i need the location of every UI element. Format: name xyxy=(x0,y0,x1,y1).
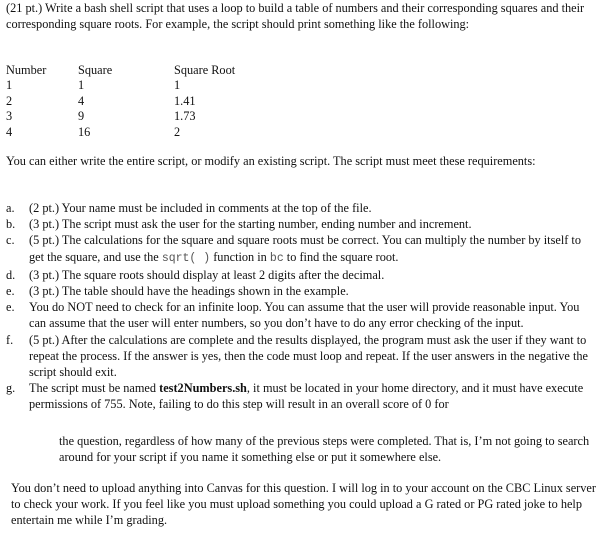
requirement-text: (5 pt.) After the calculations are complete and the results displayed, the program must ask the user if they want to repeat the process. If the answer is yes, then the code must loop and repeat. If the user answers in the negative the script should exit. xyxy=(29,332,588,380)
list-marker: a. xyxy=(6,201,15,215)
cell-number: 4 xyxy=(6,124,13,139)
requirement-text: (3 pt.) The table should have the headings shown in the example. xyxy=(29,284,349,299)
header-square: Square xyxy=(78,63,113,77)
question-intro: (21 pt.) Write a bash shell script that uses a loop to build a table of numbers and their corresponding squares and their corresponding square roots. For example, the script should print something like the following: xyxy=(6,1,585,32)
table-row xyxy=(6,78,264,93)
requirement-b xyxy=(6,216,598,232)
requirements-list xyxy=(6,200,598,413)
cell-number: 1 xyxy=(6,78,13,93)
cell-square: 1 xyxy=(78,78,85,93)
requirement-text: You do NOT need to check for an infinite loop. You can assume that the user will provide reasonable input. You can assume that the user will enter numbers, so you don’t have to do any error checking of the input. xyxy=(29,300,580,331)
requirement-g-continued: the question, regardless of how many of the previous steps were completed. That is, I’m not going to search around for your script if you name it something else or put it somewhere else. xyxy=(59,434,590,465)
requirement-text xyxy=(29,380,598,412)
example-table xyxy=(6,63,264,140)
requirements-intro: You can either write the entire script, or modify an existing script. The script must meet these requirements: xyxy=(6,154,536,168)
list-marker: e. xyxy=(6,284,15,299)
cell-square-root: 1 xyxy=(174,78,181,93)
list-marker: g. xyxy=(6,381,16,396)
requirement-text-part: to find the square root. xyxy=(283,249,399,264)
requirement-c xyxy=(6,232,598,266)
cell-square: 16 xyxy=(78,124,91,139)
requirement-text-part: The script must be named xyxy=(29,381,160,396)
cell-square-root: 1.73 xyxy=(174,109,196,124)
table-row xyxy=(6,94,264,109)
requirement-text-part: (5 pt.) The calculations for the square and square roots must be correct. You can multiply the number by itself to get the square, and use the xyxy=(29,233,581,264)
requirement-e-input xyxy=(6,299,598,331)
table-row xyxy=(6,109,264,124)
list-marker: b. xyxy=(6,217,16,232)
requirement-e-headings xyxy=(6,283,598,299)
list-marker: e. xyxy=(6,300,15,315)
requirement-a xyxy=(6,200,598,216)
cell-number: 3 xyxy=(6,109,13,124)
requirement-text: (3 pt.) The square roots should display at least 2 digits after the decimal. xyxy=(29,267,385,282)
requirement-text: (2 pt.) Your name must be included in comments at the top of the file. xyxy=(29,201,372,215)
requirement-f xyxy=(6,332,598,381)
requirement-text: (3 pt.) The script must ask the user for the starting number, ending number and increment. xyxy=(29,217,472,232)
script-filename: test2Numbers.sh xyxy=(159,381,247,396)
list-marker: f. xyxy=(6,332,14,347)
list-marker: c. xyxy=(6,233,15,248)
list-marker: d. xyxy=(6,267,16,282)
requirement-g xyxy=(6,380,598,412)
header-number: Number xyxy=(6,63,47,77)
table-header-row xyxy=(6,63,264,78)
cell-square: 9 xyxy=(78,109,85,124)
code-sqrt: sqrt( ) xyxy=(161,251,211,265)
header-square-root: Square Root xyxy=(174,63,236,77)
cell-square: 4 xyxy=(78,93,85,108)
requirement-text-part: function in xyxy=(210,249,270,264)
cell-square-root: 1.41 xyxy=(174,93,196,108)
table-row xyxy=(6,125,264,140)
requirement-text-part: , it must be located in your home directory, and it must have execute permissions of 755. Note, failing to do this step will result in an overall score of 0 for xyxy=(29,381,584,412)
cell-number: 2 xyxy=(6,93,13,108)
closing-note: You don’t need to upload anything into Canvas for this question. I will log in to your account on the CBC Linux server to check your work. If you feel like you must upload something you could upload a G rated or PG rated joke to help entertain me while I’m grading. xyxy=(11,481,596,528)
cell-square-root: 2 xyxy=(174,124,181,139)
requirement-text xyxy=(29,232,598,266)
code-bc: bc xyxy=(269,251,284,265)
requirement-d xyxy=(6,267,598,283)
